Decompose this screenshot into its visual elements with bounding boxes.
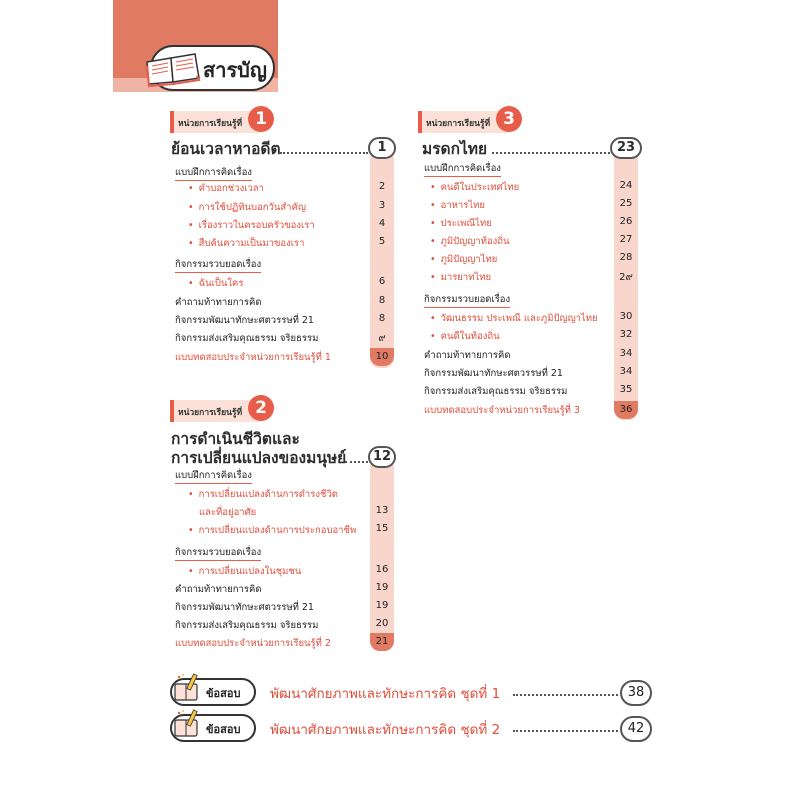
unit-3-extra-page: 34 <box>619 366 633 377</box>
unit-2-item-continued[interactable]: และที่อยู่อาศัย <box>199 507 257 518</box>
unit-1-test[interactable]: แบบทดสอบประจำหน่วยการเรียนรู้ที่ 1 <box>175 352 331 363</box>
book-pencil-icon <box>172 672 202 704</box>
unit-2-test-page: 21 <box>370 633 394 651</box>
unit-1-extra-page: ๙ <box>378 333 386 344</box>
unit-2-leader <box>345 461 368 463</box>
unit-3-extra[interactable]: กิจกรรมพัฒนาทักษะศตวรรษที่ 21 <box>424 368 563 379</box>
unit-3-tab: หน่วยการเรียนรู้ที่ <box>418 111 508 133</box>
unit-3-section-summary: กิจกรรมรวบยอดเรื่อง <box>424 292 510 308</box>
unit-1-extra[interactable]: กิจกรรมส่งเสริมคุณธรรม จริยธรรม <box>175 333 319 344</box>
unit-1-item-page: 6 <box>378 276 386 287</box>
unit-1-extra-page: 8 <box>378 313 386 324</box>
test-set-2-row[interactable] <box>170 714 650 744</box>
unit-1-extra[interactable]: คำถามท้าทายการคิด <box>175 297 262 308</box>
unit-2-extra-page: 20 <box>375 618 389 629</box>
unit-1-section-practice: แบบฝึกการคิดเรื่อง <box>175 165 252 181</box>
test-leader <box>513 730 618 732</box>
unit-1-item-page: 5 <box>378 236 386 247</box>
unit-2-extra[interactable]: คำถามท้าทายการคิด <box>175 584 262 595</box>
unit-2-test[interactable]: แบบทดสอบประจำหน่วยการเรียนรู้ที่ 2 <box>175 638 331 649</box>
unit-3-title: มรดกไทย <box>422 140 488 158</box>
unit-1-tab: หน่วยการเรียนรู้ที่ <box>170 111 260 133</box>
unit-3-item-page: 27 <box>619 234 633 245</box>
unit-1-item-page: 4 <box>378 218 386 229</box>
unit-2-number: 2 <box>248 395 274 421</box>
unit-3-item-page: 26 <box>619 216 633 227</box>
unit-3-item[interactable]: • วัฒนธรรม ประเพณี และภูมิปัญญาไทย <box>430 313 598 324</box>
unit-2-item-page: 13 <box>375 505 389 516</box>
unit-1-section-summary: กิจกรรมรวบยอดเรื่อง <box>175 257 261 273</box>
unit-1-leader <box>280 152 368 154</box>
unit-3-item[interactable]: • ภูมิปัญญาไทย <box>430 254 498 265</box>
test-page: 42 <box>620 716 652 742</box>
test-leader <box>513 694 618 696</box>
unit-3-item-page: 2๙ <box>619 272 633 283</box>
unit-1-extra-page: 8 <box>378 295 386 306</box>
unit-3-extra[interactable]: คำถามท้าทายการคิด <box>424 350 511 361</box>
unit-3-item-page: 32 <box>619 329 633 340</box>
unit-3-extra[interactable]: กิจกรรมส่งเสริมคุณธรรม จริยธรรม <box>424 386 568 397</box>
unit-3-item-page: 25 <box>619 198 633 209</box>
unit-1-item-page: 3 <box>378 200 386 211</box>
unit-3-item-page: 24 <box>619 180 633 191</box>
unit-3-number: 3 <box>496 106 522 132</box>
unit-2-section-practice: แบบฝึกการคิดเรื่อง <box>175 468 252 484</box>
test-title: พัฒนาศักยภาพและทักษะการคิด ชุดที่ 1 <box>270 686 501 702</box>
unit-3-item[interactable]: • อาหารไทย <box>430 200 485 211</box>
unit-3-item-page: 30 <box>619 311 633 322</box>
unit-2-start-page[interactable]: 12 <box>368 446 396 468</box>
unit-2-title-line2: การเปลี่ยนแปลงของมนุษย์ <box>171 449 347 467</box>
unit-1-item-page: 2 <box>378 181 386 192</box>
unit-2-section-summary: กิจกรรมรวบยอดเรื่อง <box>175 545 261 561</box>
unit-3-item-page: 28 <box>619 252 633 263</box>
unit-1-item[interactable]: • เรื่องราวในครอบครัวของเรา <box>188 220 315 231</box>
unit-2-extra[interactable]: กิจกรรมส่งเสริมคุณธรรม จริยธรรม <box>175 620 319 631</box>
unit-1-item[interactable]: • คำบอกช่วงเวลา <box>188 183 264 194</box>
unit-3-item[interactable]: • ภูมิปัญญาท้องถิ่น <box>430 236 510 247</box>
unit-1-test-page: 10 <box>370 348 394 366</box>
unit-2-title-line1: การดำเนินชีวิตและ <box>171 430 300 448</box>
unit-3-item[interactable]: • คนดีในประเทศไทย <box>430 182 520 193</box>
test-page: 38 <box>620 680 652 706</box>
unit-1-title: ย้อนเวลาหาอดีต <box>171 140 281 158</box>
unit-1-item[interactable]: • ฉันเป็นใคร <box>188 278 244 289</box>
unit-2-item[interactable]: • การเปลี่ยนแปลงในชุมชน <box>188 566 302 577</box>
unit-3-item[interactable]: • ประเพณีไทย <box>430 218 492 229</box>
unit-3-item[interactable]: • มารยาทไทย <box>430 272 492 283</box>
test-badge-label: ข้อสอบ <box>206 723 241 736</box>
unit-2-tab: หน่วยการเรียนรู้ที่ <box>170 400 260 422</box>
open-book-icon <box>143 48 203 88</box>
unit-2-extra-page: 19 <box>375 600 389 611</box>
test-title: พัฒนาศักยภาพและทักษะการคิด ชุดที่ 2 <box>270 722 501 738</box>
unit-2-item-page: 15 <box>375 523 389 534</box>
unit-3-extra-page: 34 <box>619 348 633 359</box>
unit-1-extra[interactable]: กิจกรรมพัฒนาทักษะศตวรรษที่ 21 <box>175 315 314 326</box>
unit-2-extra-page: 19 <box>375 582 389 593</box>
unit-2-extra[interactable]: กิจกรรมพัฒนาทักษะศตวรรษที่ 21 <box>175 602 314 613</box>
unit-1-item[interactable]: • สืบค้นความเป็นมาของเรา <box>188 238 305 249</box>
unit-2-item[interactable]: • การเปลี่ยนแปลงด้านการดำรงชีวิต <box>188 489 338 500</box>
unit-3-test-page: 36 <box>614 401 638 419</box>
unit-3-extra-page: 35 <box>619 384 633 395</box>
unit-1-number: 1 <box>248 106 274 132</box>
unit-1-start-page[interactable]: 1 <box>368 137 396 159</box>
book-pencil-icon <box>172 708 202 740</box>
page-title: สารบัญ <box>203 58 267 82</box>
unit-3-leader <box>492 152 610 154</box>
unit-2-item-page: 16 <box>375 564 389 575</box>
unit-1-item[interactable]: • การใช้ปฏิทินบอกวันสำคัญ <box>188 202 306 213</box>
unit-2-item[interactable]: • การเปลี่ยนแปลงด้านการประกอบอาชีพ <box>188 525 357 536</box>
unit-3-page-column <box>614 156 638 420</box>
test-set-1-row[interactable] <box>170 678 650 708</box>
test-badge-label: ข้อสอบ <box>206 687 241 700</box>
unit-3-section-practice: แบบฝึกการคิดเรื่อง <box>424 161 501 177</box>
unit-3-item[interactable]: • คนดีในท้องถิ่น <box>430 331 500 342</box>
unit-3-start-page[interactable]: 23 <box>610 137 642 159</box>
unit-3-test[interactable]: แบบทดสอบประจำหน่วยการเรียนรู้ที่ 3 <box>424 405 580 416</box>
